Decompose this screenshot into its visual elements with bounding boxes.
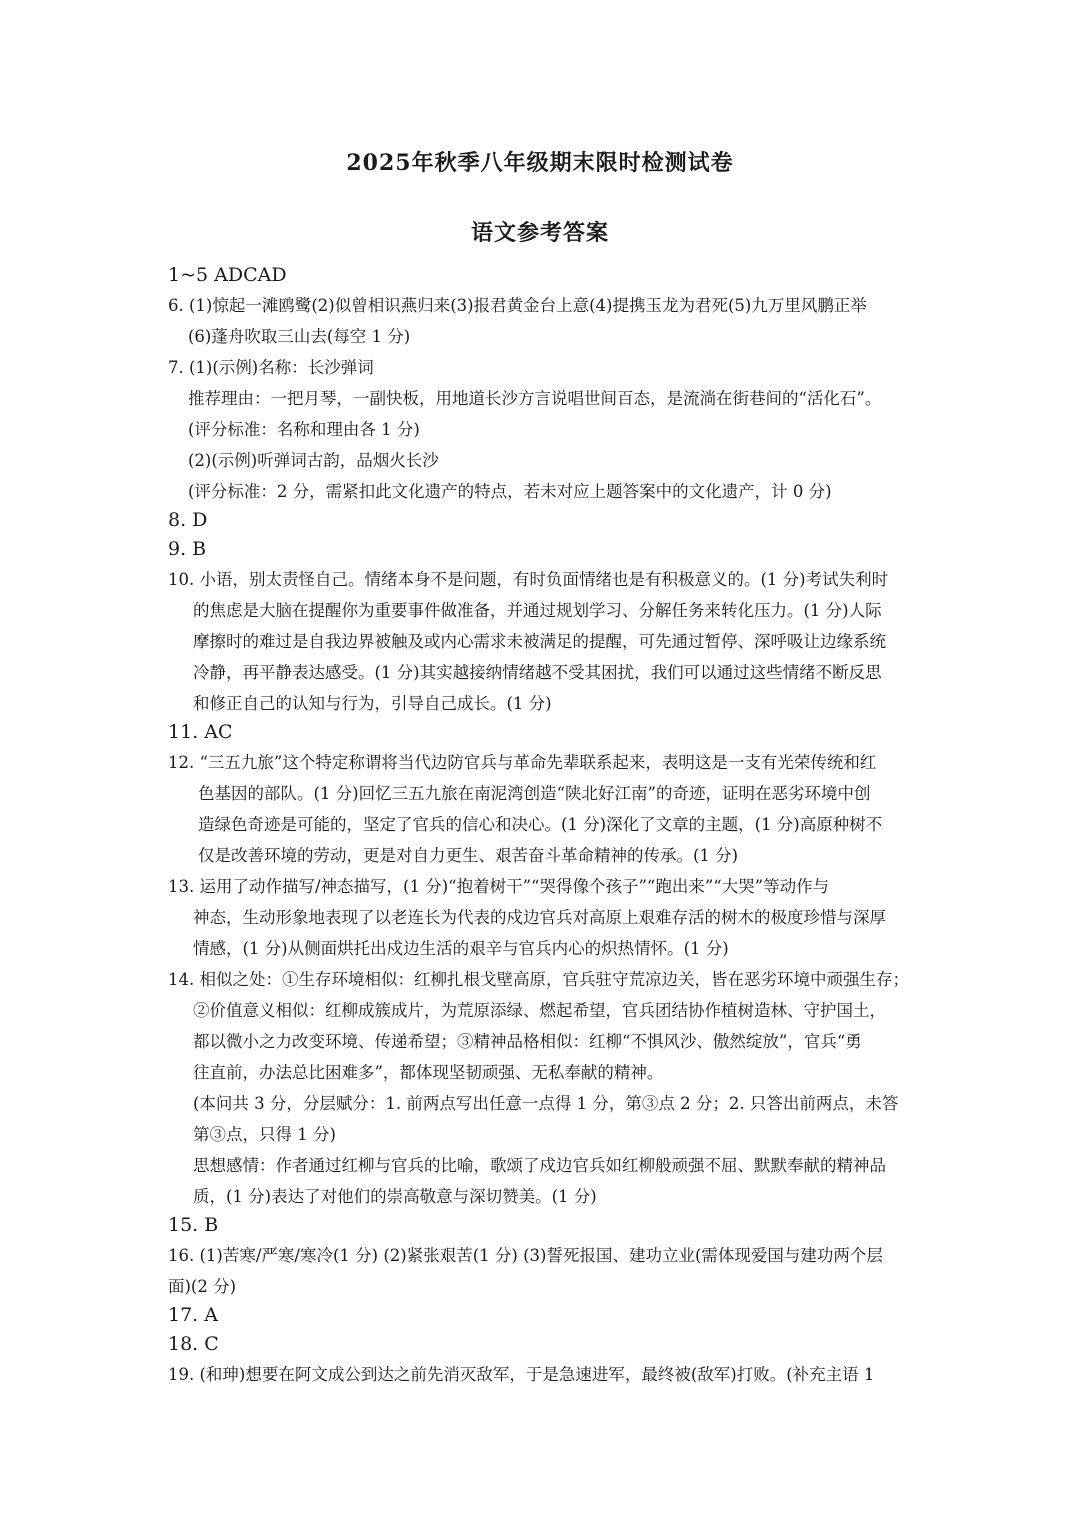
answer-line: (2)(示例)听弹词古韵，品烟火长沙 [188, 451, 439, 470]
answer-line: 仅是改善环境的劳动，更是对自力更生、艰苦奋斗革命精神的传承。(1 分) [198, 846, 739, 865]
answer-line: 的焦虑是大脑在提醒你为重要事件做准备，并通过规划学习、分解任务来转化压力。(1 分)人际 [193, 601, 882, 620]
answer-line: 1~5 ADCAD [168, 264, 287, 286]
answer-line: 都以微小之力改变环境、传递希望；③精神品格相似：红柳“不惧风沙、傲然绽放”，官兵“勇 [193, 1032, 862, 1051]
answer-line: 冷静，再平静表达感受。(1 分)其实越接纳情绪越不受其困扰，我们可以通过这些情绪不断反思 [193, 663, 882, 682]
answer-line: 思想感情：作者通过红柳与官兵的比喻，歌颂了戍边官兵如红柳般顽强不屈、默默奉献的精神品 [193, 1156, 886, 1175]
answer-line: 往直前，办法总比困难多”，都体现坚韧顽强、无私奉献的精神。 [193, 1063, 664, 1082]
answer-key-heading: 语文参考答案 [470, 220, 609, 246]
answer-line: ②价值意义相似：红柳成簇成片，为荒原添绿、燃起希望，官兵团结协作植树造林、守护国土， [193, 1001, 886, 1020]
answer-line: 和修正自己的认知与行为，引导自己成长。(1 分) [193, 694, 552, 713]
answer-line: 19. (和珅)想要在阿文成公到达之前先消灭敌军，于是急速进军，最终被(敌军)打败。(补充主语 1 [168, 1365, 875, 1384]
answer-line: (评分标准：2 分，需紧扣此文化遗产的特点，若未对应上题答案中的文化遗产，计 0 分) [188, 482, 832, 501]
answer-line: 质，(1 分)表达了对他们的崇高敬意与深切赞美。(1 分) [193, 1187, 597, 1206]
answer-line: 18. C [168, 1333, 219, 1355]
answer-line: 10. 小语，别太责怪自己。情绪本身不是问题，有时负面情绪也是有积极意义的。(1 分)考试失利时 [168, 570, 889, 589]
answer-line: 推荐理由：一把月琴，一副快板，用地道长沙方言说唱世间百态，是流淌在街巷间的“活化石”。 [188, 389, 882, 408]
answer-line: 11. AC [168, 721, 233, 743]
answer-line: 9. B [168, 538, 207, 560]
answer-line: 8. D [168, 509, 208, 531]
answer-line: 摩擦时的难过是自我边界被触及或内心需求未被满足的提醒，可先通过暂停、深呼吸让边缘系统 [193, 632, 886, 651]
answer-line: 第③点，只得 1 分) [193, 1125, 336, 1144]
answer-line: (评分标准：名称和理由各 1 分) [188, 420, 420, 439]
answer-line: 17. A [168, 1304, 218, 1326]
answer-line: (本问共 3 分，分层赋分：1. 前两点写出任意一点得 1 分，第③点 2 分；2. 只答出前两点，未答 [193, 1094, 899, 1113]
answer-line: 面)(2 分) [168, 1277, 237, 1296]
answer-line: 12. “三五九旅”这个特定称谓将当代边防官兵与革命先辈联系起来，表明这是一支有光荣传统和红 [168, 753, 877, 772]
answer-line: 神态，生动形象地表现了以老连长为代表的戍边官兵对高原上艰难存活的树木的极度珍惜与深厚 [193, 908, 886, 927]
answer-line: 色基因的部队。(1 分)回忆三五九旅在南泥湾创造“陕北好江南”的奇迹，证明在恶劣环境中创 [198, 784, 871, 803]
exam-title: 2025年秋季八年级期末限时检测试卷 [346, 150, 734, 176]
answer-line: 7. (1)(示例)名称：长沙弹词 [168, 358, 374, 377]
answer-line: 6. (1)惊起一滩鸥鹭(2)似曾相识燕归来(3)报君黄金台上意(4)提携玉龙为君死(5)九万里风鹏正举 [168, 296, 867, 315]
answer-line: 造绿色奇迹是可能的，坚定了官兵的信心和决心。(1 分)深化了文章的主题，(1 分)高原种树不 [198, 815, 883, 834]
answer-line: 13. 运用了动作描写/神态描写，(1 分)“抱着树干”“哭得像个孩子”“跑出来”“大哭”等动作与 [168, 877, 830, 896]
answer-line: 14. 相似之处：①生存环境相似：红柳扎根戈壁高原，官兵驻守荒凉边关，皆在恶劣环境中顽强生存； [168, 970, 909, 989]
answer-line: 16. (1)苦寒/严寒/寒冷(1 分) (2)紧张艰苦(1 分) (3)誓死报国、建功立业(需体现爱国与建功两个层 [168, 1246, 883, 1265]
answer-line: 15. B [168, 1214, 219, 1236]
answer-line: 情感，(1 分)从侧面烘托出戍边生活的艰辛与官兵内心的炽热情怀。(1 分) [193, 939, 729, 958]
answer-line: (6)蓬舟吹取三山去(每空 1 分) [188, 327, 411, 346]
